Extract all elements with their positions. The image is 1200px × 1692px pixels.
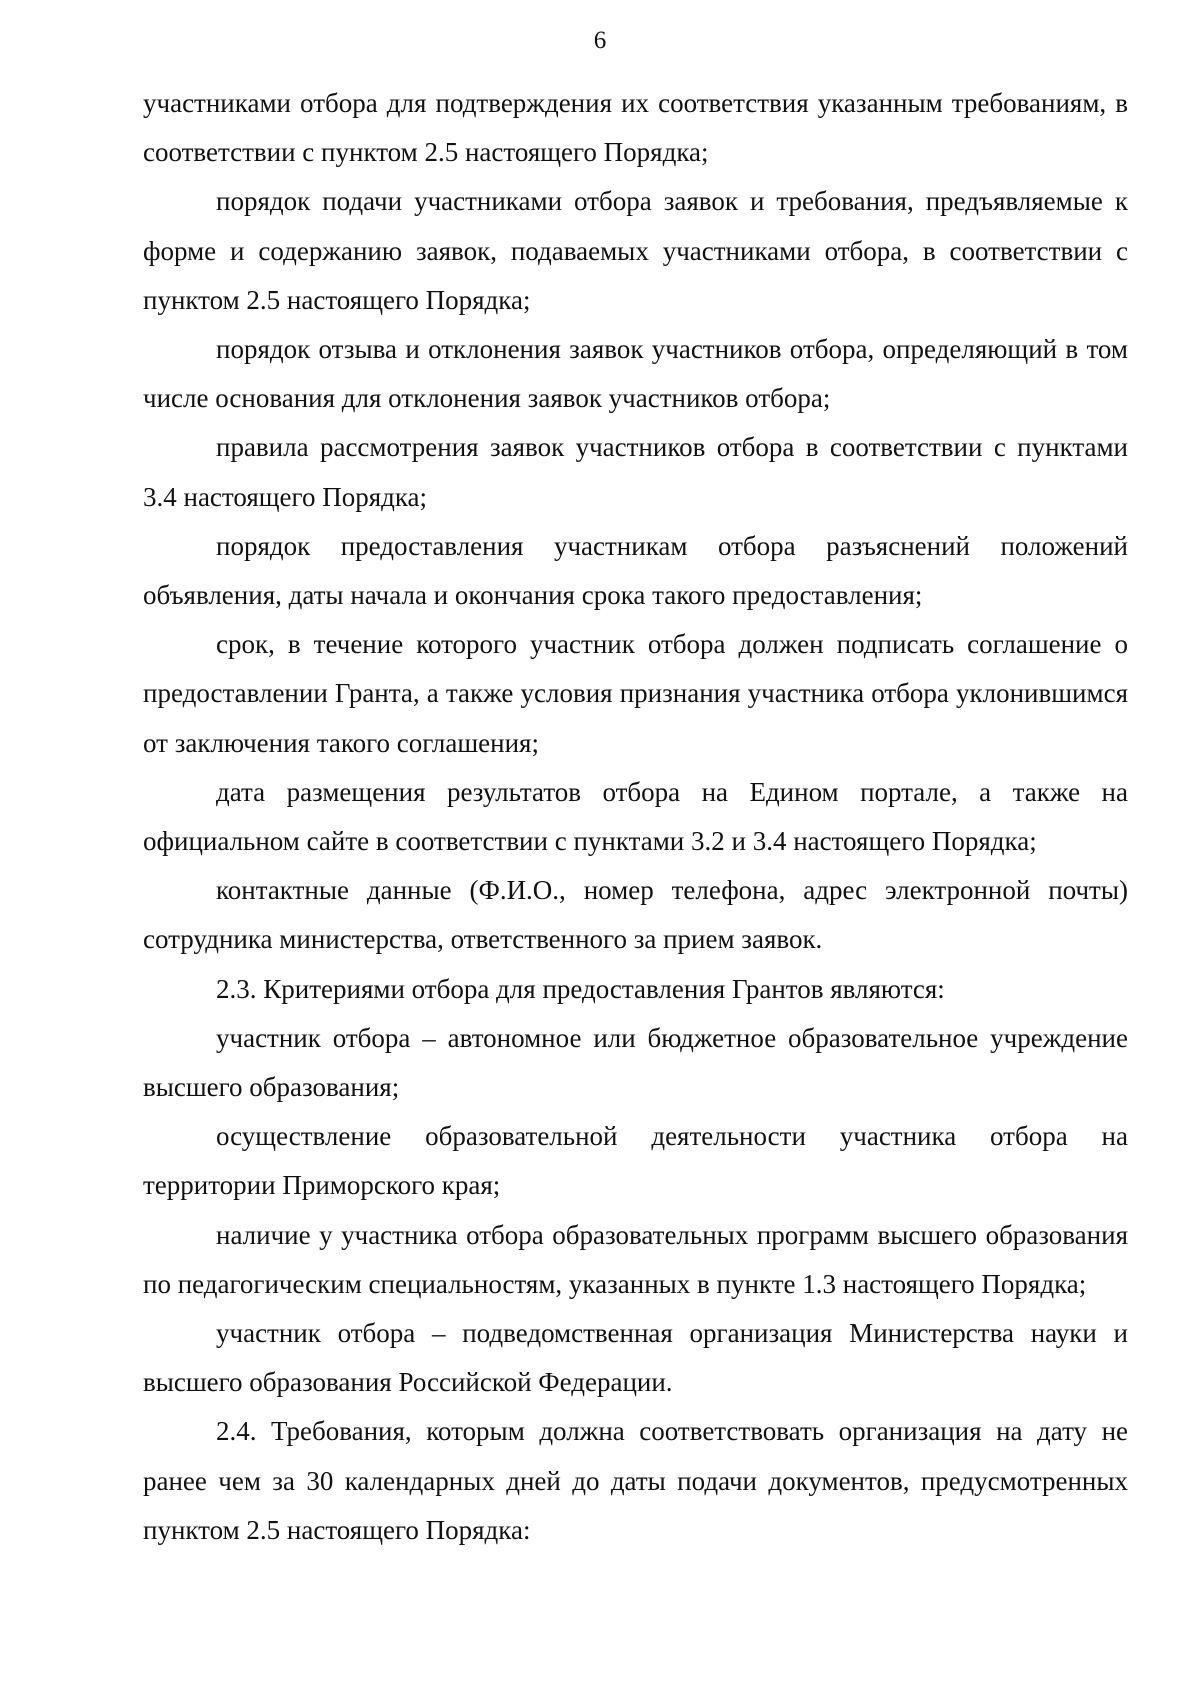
paragraph: порядок подачи участниками отбора заявок и требования, предъявляемые к форме и содержанию заявок, подаваемых участниками отбора, в соответствии с пунктом 2.5 настоящего Порядка; <box>143 186 1128 315</box>
paragraph: участниками отбора для подтверждения их соответствия указанным требованиям, в соответствии с пунктом 2.5 настоящего Порядка; <box>143 88 1128 168</box>
paragraph: наличие у участника отбора образовательных программ высшего образования по педагогическим специальностям, указанных в пункте 1.3 настоящего Порядка; <box>143 1219 1128 1299</box>
paragraph: порядок предоставления участникам отбора разъяснений положений объявления, даты начала и окончания срока такого предоставления; <box>143 530 1128 611</box>
paragraph: срок, в течение которого участник отбора должен подписать соглашение о предоставлении Гранта, а также условия признания участника отбора уклонившимся от заключения такого соглашения; <box>143 629 1128 758</box>
paragraph: участник отбора – автономное или бюджетное образовательное учреждение высшего образования; <box>143 1022 1128 1103</box>
paragraph: правила рассмотрения заявок участников отбора в соответствии с пунктами 3.4 настоящего Порядка; <box>143 432 1128 512</box>
paragraph: осуществление образовательной деятельности участника отбора на территории Приморского края; <box>143 1121 1128 1201</box>
paragraph: участник отбора – подведомственная организация Министерства науки и высшего образования Российской Федерации. <box>143 1318 1128 1398</box>
paragraph: контактные данные (Ф.И.О., номер телефона, адрес электронной почты) сотрудника министерства, ответственного за прием заявок. <box>143 875 1128 955</box>
paragraph: 2.3. Критериями отбора для предоставления Грантов являются: <box>216 973 945 1004</box>
paragraph: дата размещения результатов отбора на Едином портале, а также на официальном сайте в соответствии с пунктами 3.2 и 3.4 настоящего Порядка; <box>143 776 1128 857</box>
paragraph: 2.4. Требования, которым должна соответствовать организация на дату не ранее чем за 30 календарных дней до даты подачи документов, предусмотренных пунктом 2.5 настоящего Порядка: <box>143 1416 1128 1545</box>
page-number: 6 <box>593 27 607 54</box>
paragraph: порядок отзыва и отклонения заявок участников отбора, определяющий в том числе основания для отклонения заявок участников отбора; <box>143 334 1128 414</box>
document-body <box>143 79 1128 1555</box>
